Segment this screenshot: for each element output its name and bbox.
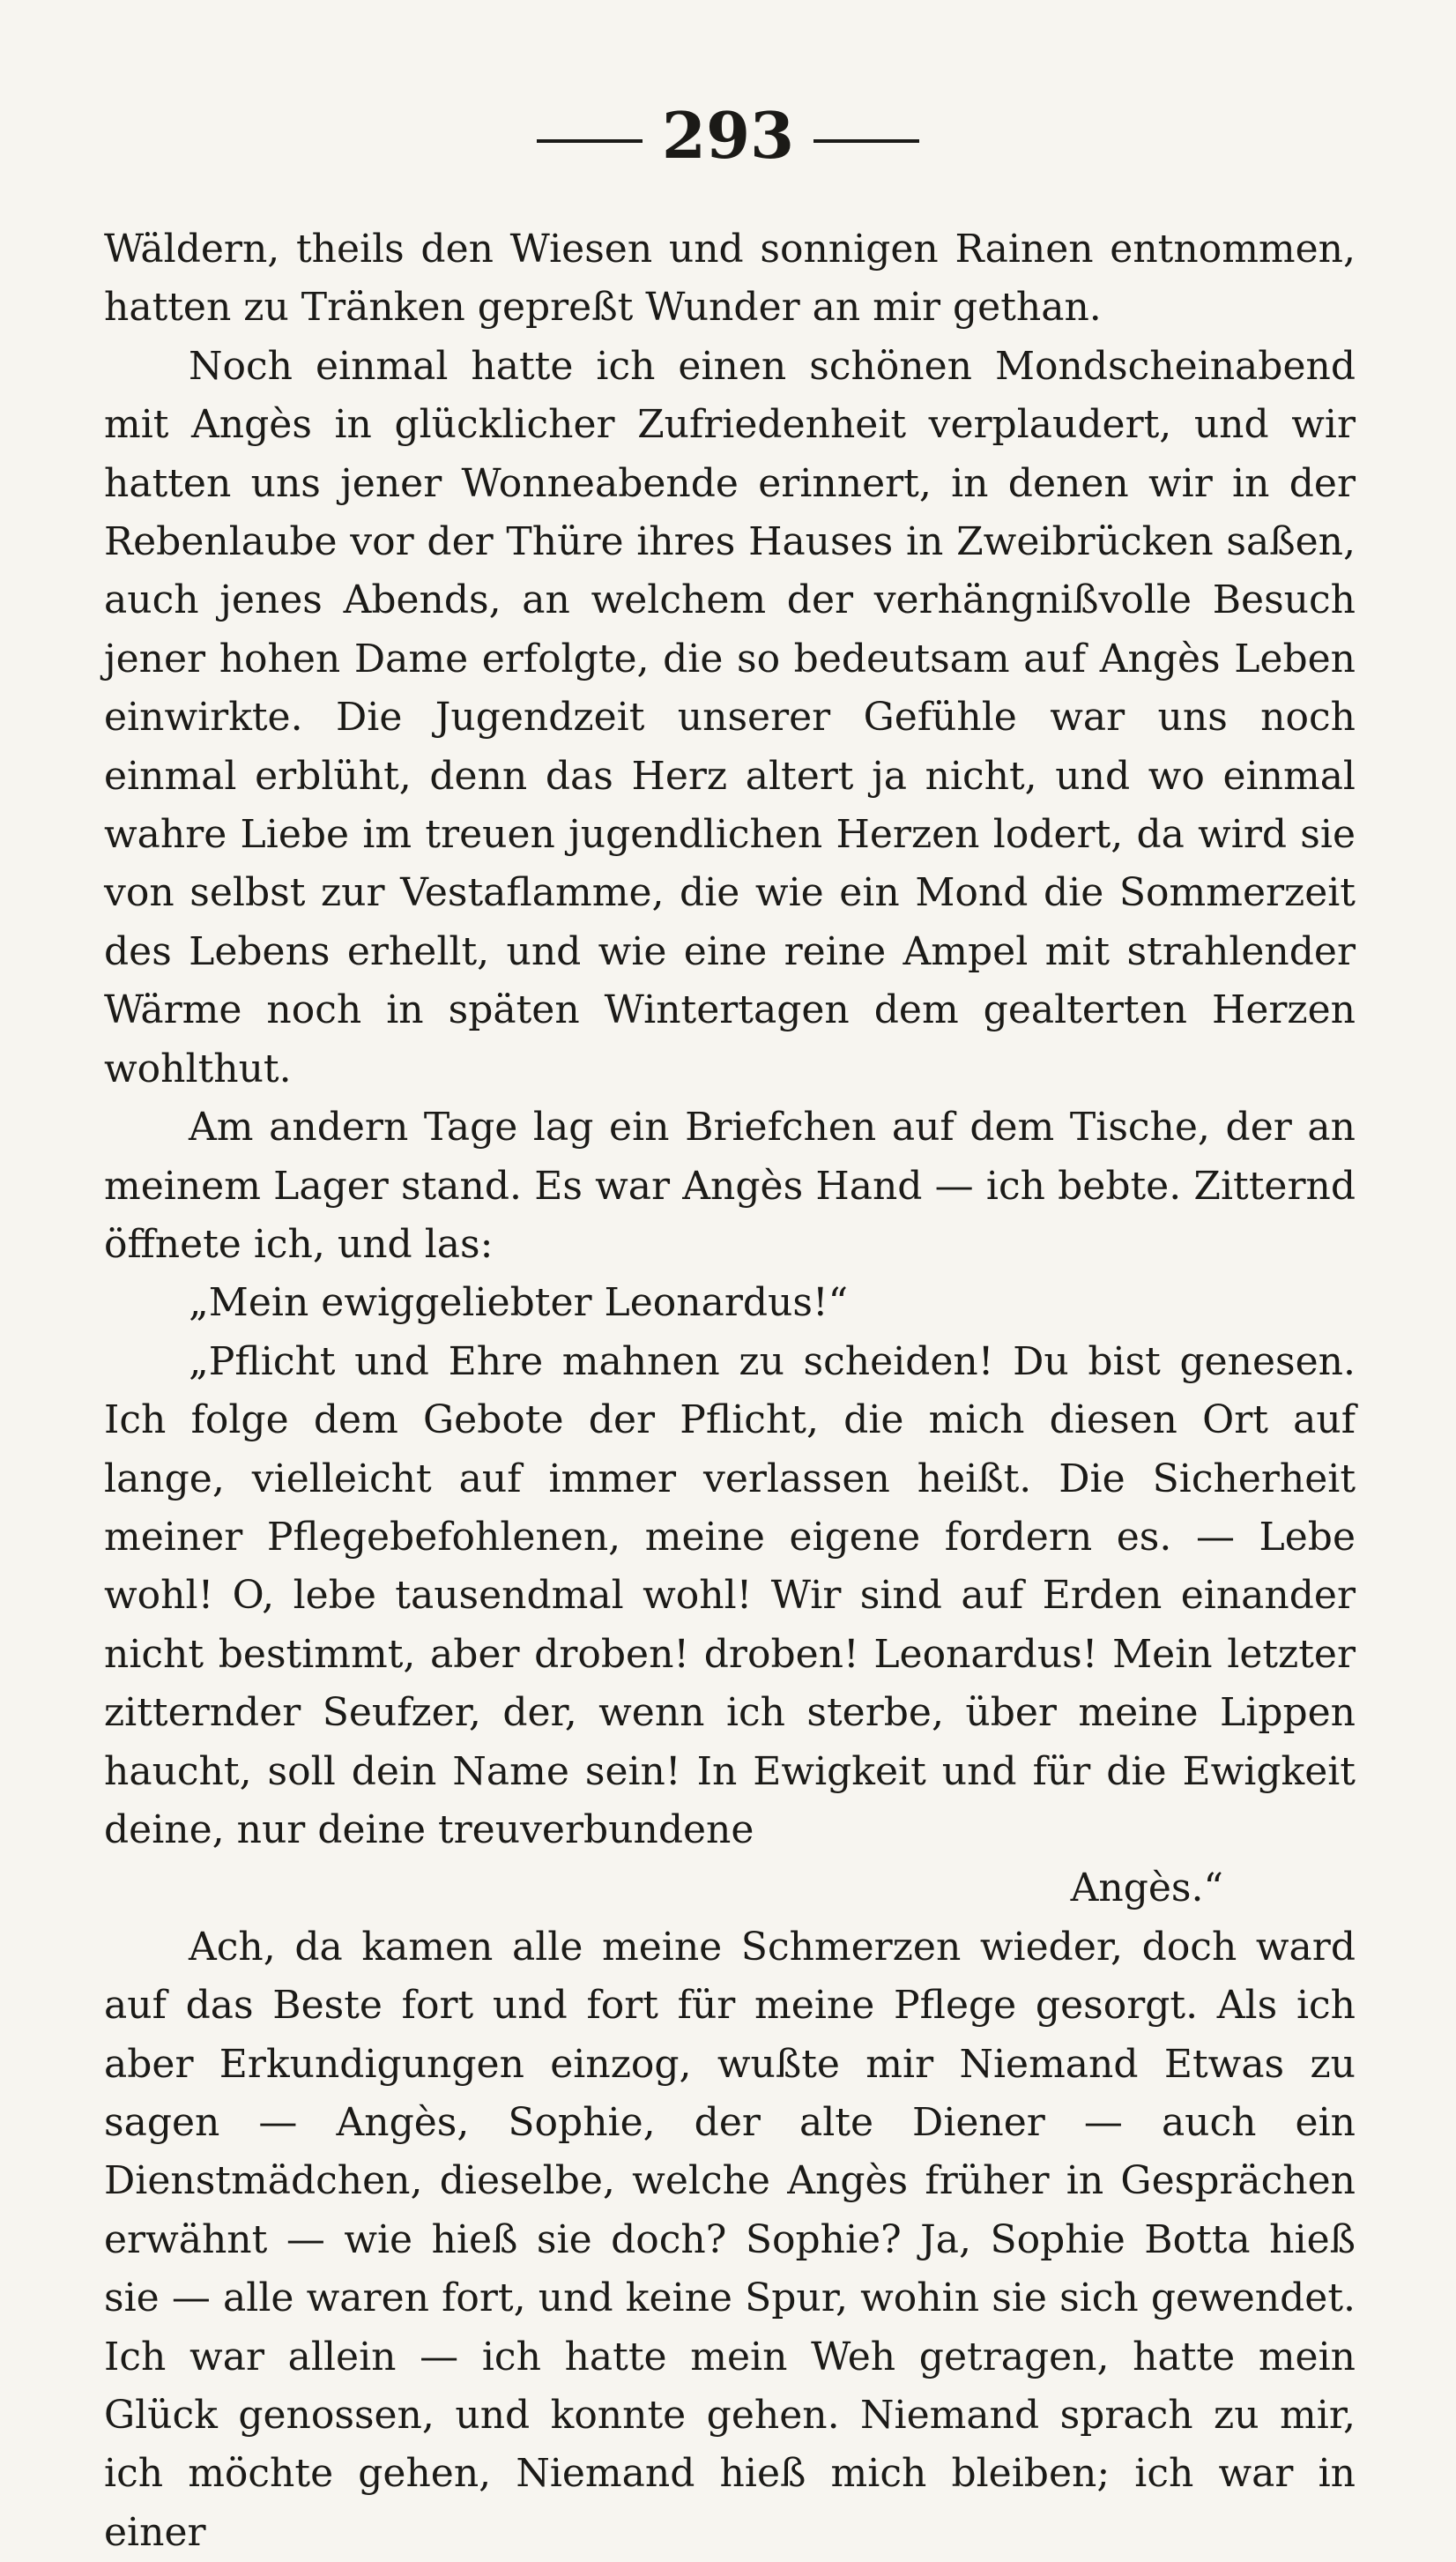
header-dash-right [813, 139, 919, 143]
letter-signature: Angès.“ [1070, 1866, 1223, 1911]
letter-body: „Pflicht und Ehre mahnen zu scheiden! Du bist genesen. Ich folge dem Gebote der Pflicht, die mich diesen Ort auf lange, vielleicht auf immer verlassen heißt. Die Sicherheit meiner Pflegebefohlenen, meine eigene fordern es. — Lebe wohl! O, lebe tausendmal wohl! Wir sind auf Erden einander nicht bestimmt, aber droben! droben! Leonardus! Mein letzter zitternder Seufzer, der, wenn ich sterbe, über meine Lippen haucht, soll dein Name sein! In Ewigkeit und für die Ewigkeit deine, nur deine treuverbundene [104, 1338, 1356, 1852]
closing-paragraph: Ach, da kamen alle meine Schmerzen wieder, doch ward auf das Beste fort und fort für meine Pflege gesorgt. Als ich aber Erkundigungen einzog, wußte mir Niemand Etwas zu sagen — Angès, Sophie, der alte Diener — auch ein Dienstmädchen, dieselbe, welche Angès früher in Gesprächen erwähnt — wie hieß sie doch? Sophie? Ja, Sophie Botta hieß sie — alle waren fort, und keine Spur, wohin sie sich gewendet. Ich war allein — ich hatte mein Weh getragen, hatte mein Glück genossen, und konnte gehen. Niemand sprach zu mir, ich möchte gehen, Niemand hieß mich bleiben; ich war in einer [104, 1924, 1356, 2555]
letter-salutation: „Mein ewiggeliebter Leonardus!“ [189, 1280, 849, 1326]
body-text [104, 220, 1356, 2562]
page-number-header [0, 98, 1456, 173]
header-dash-left [537, 139, 643, 143]
paragraph-3: Am andern Tage lag ein Briefchen auf dem Tische, der an meinem Lager stand. Es war Angès Hand — ich bebte. Zitternd öffnete ich, und las: [104, 1105, 1356, 1267]
paragraph-1: Wäldern, theils den Wiesen und sonnigen Rainen entnommen, hatten zu Tränken gepreßt Wunder an mir gethan. [104, 227, 1356, 331]
paragraph-2: Noch einmal hatte ich einen schönen Mondscheinabend mit Angès in glücklicher Zufriedenheit verplaudert, und wir hatten uns jener Wonneabende erinnert, in denen wir in der Rebenlaube vor der Thüre ihres Hauses in Zweibrücken saßen, auch jenes Abends, an welchem der verhängnißvolle Besuch jener hohen Dame erfolgte, die so bedeutsam auf Angès Leben einwirkte. Die Jugendzeit unserer Gefühle war uns noch einmal erblüht, denn das Herz altert ja nicht, und wo einmal wahre Liebe im treuen jugendlichen Herzen lodert, da wird sie von selbst zur Vestaflamme, die wie ein Mond die Sommerzeit des Lebens erhellt, und wie eine reine Ampel mit strahlender Wärme noch in späten Wintertagen dem gealterten Herzen wohlthut. [104, 343, 1356, 1091]
page-number: 293 [661, 98, 795, 173]
